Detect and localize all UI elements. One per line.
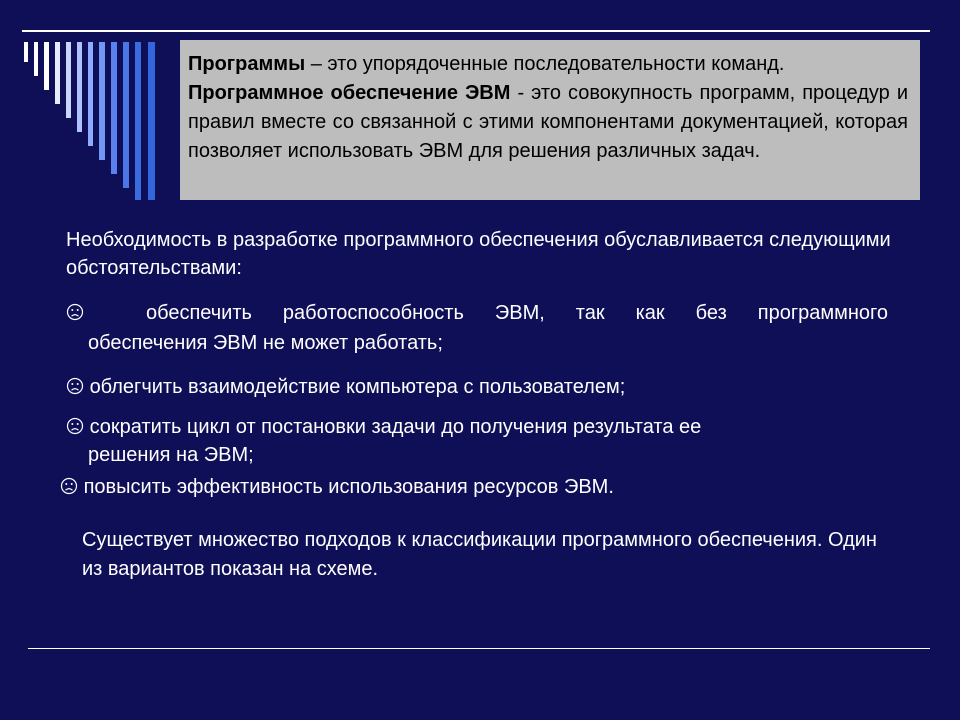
bullet-1-text: обеспечить работоспособность ЭВМ, так как без программного	[146, 302, 888, 324]
bottom-rule	[28, 648, 930, 649]
bullet-3-continuation: решения на ЭВМ;	[88, 444, 254, 466]
term-programs: Программы	[188, 53, 306, 75]
bullet-1-continuation: обеспечения ЭВМ не может работать;	[88, 332, 443, 354]
stripe	[44, 42, 49, 90]
definition-software	[188, 79, 908, 166]
stripe	[88, 42, 93, 146]
definition-programs	[188, 50, 908, 79]
sad-face-icon	[66, 417, 84, 435]
bullet-item-1	[66, 298, 888, 328]
bullet-3-text: сократить цикл от постановки задачи до получения результата ее	[89, 416, 702, 438]
stripe	[77, 42, 82, 132]
definition-software-text: - это совокупность программ, процедур и правил вместе со связанной с этими компонентами документацией, которая позволяет использовать ЭВМ для решения различных задач.	[188, 82, 908, 162]
definition-box	[180, 40, 920, 200]
stripe	[55, 42, 60, 104]
bullet-4-text: повысить эффективность использования ресурсов ЭВМ.	[83, 476, 614, 498]
stripe	[111, 42, 117, 174]
sad-face-icon	[66, 303, 84, 321]
decorative-stripes	[0, 0, 170, 210]
stripe	[123, 42, 129, 188]
intro-text: Необходимость в разработке программного обеспечения обуславливается следующими обстоятельствами:	[66, 229, 891, 279]
definition-programs-text: – это упорядоченные последовательности команд.	[305, 53, 785, 75]
sad-face-icon	[66, 377, 84, 395]
bullet-item-4	[60, 472, 614, 502]
stripe	[99, 42, 105, 160]
bullet-2-text: облегчить взаимодействие компьютера с пользователем;	[89, 376, 626, 398]
sad-face-icon	[60, 477, 78, 495]
bullet-item-2	[66, 372, 625, 402]
stripe	[34, 42, 38, 76]
stripe	[135, 42, 141, 200]
bullet-item-3	[66, 412, 701, 442]
term-software: Программное обеспечение ЭВМ	[188, 82, 511, 104]
closing-text: Существует множество подходов к классификации программного обеспечения. Один из вариантов показан на схеме.	[82, 529, 877, 580]
stripe	[66, 42, 71, 118]
stripe	[148, 42, 155, 200]
stripe	[24, 42, 28, 62]
